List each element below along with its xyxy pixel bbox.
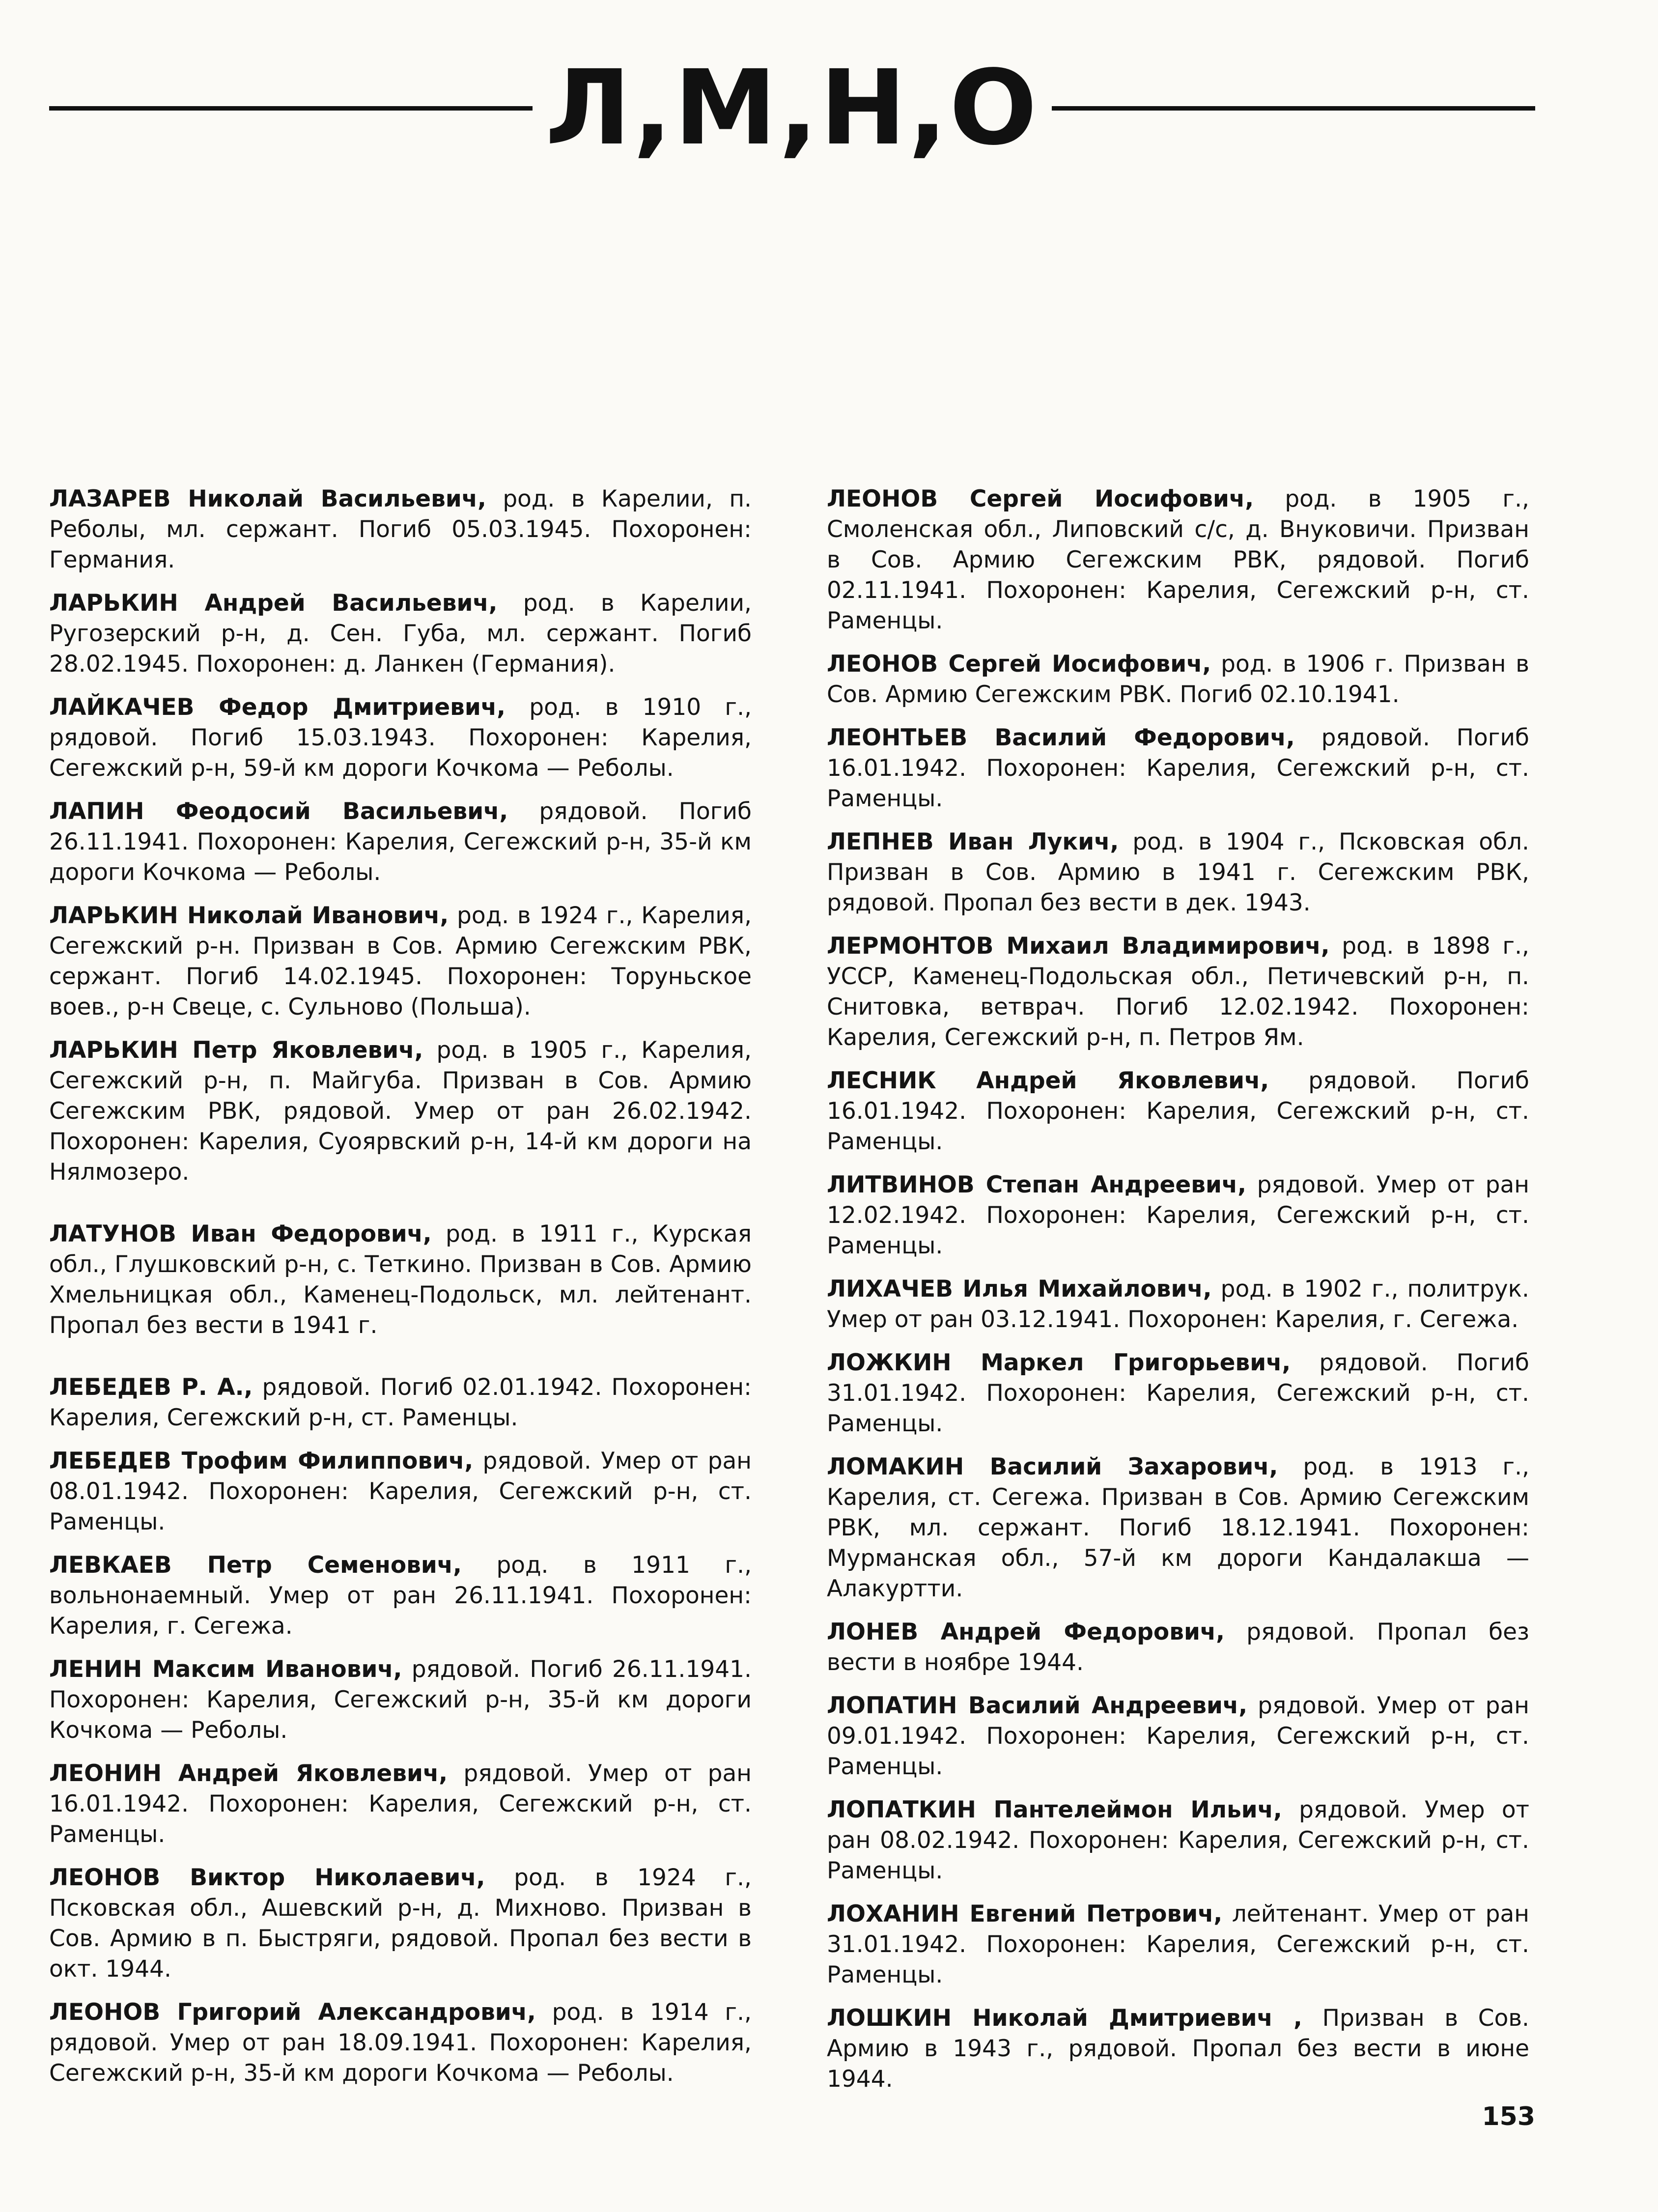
entry-name: ЛОХАНИН Евгений Петрович,	[827, 1900, 1223, 1928]
entry-name: ЛЕОНИН Андрей Яковлевич,	[49, 1760, 448, 1787]
entry-text: рядовой. Умер от ран 08.01.1942. Похоронен: Карелия, Сегежский р-н, ст. Раменцы.	[49, 1447, 752, 1535]
entry	[827, 1066, 1529, 1157]
entry-text: рядовой. Погиб 26.11.1941. Похоронен: Карелия, Сегежский р-н, 35-й км дороги Кочкома — Реболы.	[49, 798, 752, 886]
entry-text: рядовой. Умер от ран 08.02.1942. Похоронен: Карелия, Сегежский р-н, ст. Раменцы.	[827, 1796, 1529, 1884]
entry	[827, 1691, 1529, 1782]
entry-name: ЛЕОНТЬЕВ Василий Федорович,	[827, 724, 1295, 751]
entry-text: рядовой. Погиб 16.01.1942. Похоронен: Карелия, Сегежский р-н, ст. Раменцы.	[827, 1067, 1529, 1155]
entry	[827, 1274, 1529, 1335]
entry-text: род. в 1910 г., рядовой. Погиб 15.03.1943. Похоронен: Карелия, Сегежский р-н, 59-й км дороги Кочкома — Реболы.	[49, 694, 752, 782]
entry	[49, 1654, 752, 1746]
entry-text: род. в 1914 г., рядовой. Умер от ран 18.09.1941. Похоронен: Карелия, Сегежский р-н, 35-й км дороги Кочкома — Реболы.	[49, 1999, 752, 2087]
entry-name: ЛЕБЕДЕВ Р. А.,	[49, 1374, 253, 1401]
entry-text: род. в 1898 г., УССР, Каменец-Подольская обл., Петичевский р-н, п. Снитовка, ветврач. Погиб 12.02.1942. Похоронен: Карелия, Сегежский р-н, п. Петров Ям.	[827, 933, 1529, 1051]
entry-name: ЛЕНИН Максим Иванович,	[49, 1656, 402, 1683]
entry	[827, 1348, 1529, 1439]
entry-name: ЛАЗАРЕВ Николай Васильевич,	[49, 485, 486, 512]
entry	[49, 1997, 752, 2089]
entry-name: ЛАРЬКИН Андрей Васильевич,	[49, 590, 498, 617]
entry	[827, 1795, 1529, 1886]
entry-name: ЛИТВИНОВ Степан Андреевич,	[827, 1171, 1246, 1198]
entry	[49, 1758, 752, 1850]
entry-name: ЛАПИН Феодосий Васильевич,	[49, 798, 508, 825]
entry	[827, 649, 1529, 710]
entry-text: род. в 1905 г., Смоленская обл., Липовский с/с, д. Внуковичи. Призван в Сов. Армию Сегежским РВК, рядовой. Погиб 02.11.1941. Похоронен: Карелия, Сегежский р-н, ст. Раменцы.	[827, 485, 1529, 634]
entry	[49, 1550, 752, 1642]
section-header	[49, 48, 1535, 168]
entry-name: ЛОПАТИН Василий Андреевич,	[827, 1692, 1248, 1719]
header-rule-left	[49, 106, 533, 111]
entry-name: ЛОМАКИН Василий Захарович,	[827, 1453, 1278, 1480]
entry-text: рядовой. Умер от ран 12.02.1942. Похоронен: Карелия, Сегежский р-н, ст. Раменцы.	[827, 1171, 1529, 1259]
entry-name: ЛЕВКАЕВ Петр Семенович,	[49, 1552, 462, 1579]
entry-name: ЛЕПНЕВ Иван Лукич,	[827, 828, 1119, 855]
entry	[49, 1035, 752, 1188]
entry	[49, 1219, 752, 1341]
entry-name: ЛИХАЧЕВ Илья Михайлович,	[827, 1276, 1212, 1303]
entry-text: род. в 1924 г., Карелия, Сегежский р-н. Призван в Сов. Армию Сегежским РВК, сержант. Погиб 14.02.1945. Похоронен: Торуньское воев., р-н Свеце, с. Сульново (Польша).	[49, 902, 752, 1021]
entry-text: рядовой. Погиб 31.01.1942. Похоронен: Карелия, Сегежский р-н, ст. Раменцы.	[827, 1349, 1530, 1437]
entry-text: род. в 1913 г., Карелия, ст. Сегежа. Призван в Сов. Армию Сегежским РВК, мл. сержант. Погиб 18.12.1941. Похоронен: Мурманская обл., 57-й км дороги Кандалакша — Алакуртти.	[827, 1453, 1530, 1602]
entry	[827, 1170, 1529, 1261]
right-column	[827, 484, 1529, 2107]
entry	[49, 796, 752, 888]
entry-name: ЛОНЕВ Андрей Федорович,	[827, 1618, 1225, 1645]
entry	[827, 1452, 1529, 1604]
entry	[49, 1863, 752, 1985]
entry-text: Призван в Сов. Армию в 1943 г., рядовой. Пропал без вести в июне 1944.	[827, 2005, 1529, 2093]
entry	[827, 484, 1529, 636]
entry-text: род. в 1904 г., Псковская обл. Призван в Сов. Армию в 1941 г. Сегежским РВК, рядовой. Пропал без вести в дек. 1943.	[827, 828, 1529, 916]
entry	[49, 484, 752, 575]
left-column	[49, 484, 752, 2101]
entry	[827, 931, 1529, 1053]
entry-text: лейтенант. Умер от ран 31.01.1942. Похоронен: Карелия, Сегежский р-н, ст. Раменцы.	[827, 1900, 1529, 1988]
entry	[827, 827, 1529, 918]
entry	[827, 2003, 1529, 2095]
entry-text: рядовой. Умер от ран 16.01.1942. Похоронен: Карелия, Сегежский р-н, ст. Раменцы.	[49, 1760, 752, 1848]
entry-name: ЛЕБЕДЕВ Трофим Филиппович,	[49, 1447, 474, 1475]
entry	[49, 1372, 752, 1433]
entry-name: ЛОЖКИН Маркел Григорьевич,	[827, 1349, 1291, 1376]
entry	[49, 588, 752, 680]
entry-text: рядовой. Погиб 02.01.1942. Похоронен: Карелия, Сегежский р-н, ст. Раменцы.	[49, 1374, 752, 1431]
entry-name: ЛАРЬКИН Петр Яковлевич,	[49, 1037, 423, 1064]
entry	[49, 901, 752, 1022]
entry-text: рядовой. Пропал без вести в ноябре 1944.	[827, 1618, 1529, 1676]
entry-text: рядовой. Умер от ран 09.01.1942. Похоронен: Карелия, Сегежский р-н, ст. Раменцы.	[827, 1692, 1529, 1780]
header-rule-right	[1052, 106, 1535, 111]
entry-text: род. в 1906 г. Призван в Сов. Армию Сегежским РВК. Погиб 02.10.1941.	[827, 651, 1529, 708]
entry-name: ЛАТУНОВ Иван Федорович,	[49, 1220, 432, 1248]
entry	[49, 1446, 752, 1537]
entry-name: ЛЕОНОВ Сергей Иосифович,	[827, 651, 1211, 678]
entry-name: ЛОШКИН Николай Дмитриевич ,	[827, 2005, 1302, 2032]
entry-text: рядовой. Погиб 26.11.1941. Похоронен: Карелия, Сегежский р-н, 35-й км дороги Кочкома — Реболы.	[49, 1656, 752, 1744]
entry-name: ЛЕОНОВ Сергей Иосифович,	[827, 485, 1254, 512]
entry-text: род. в 1902 г., политрук. Умер от ран 03.12.1941. Похоронен: Карелия, г. Сегежа.	[827, 1276, 1529, 1333]
entry-name: ЛЕРМОНТОВ Михаил Владимирович,	[827, 933, 1330, 960]
entry-name: ЛЕОНОВ Виктор Николаевич,	[49, 1864, 485, 1891]
section-letters: Л,М,Н,О	[545, 48, 1039, 168]
entry-name: ЛЕОНОВ Григорий Александрович,	[49, 1999, 536, 2026]
entry-name: ЛАРЬКИН Николай Иванович,	[49, 902, 449, 929]
entry-text: род. в 1905 г., Карелия, Сегежский р-н, п. Майгуба. Призван в Сов. Армию Сегежским РВК, рядовой. Умер от ран 26.02.1942. Похоронен: Карелия, Суоярвский р-н, 14-й км дороги на Нялмозеро.	[49, 1037, 752, 1186]
entry-text: рядовой. Погиб 16.01.1942. Похоронен: Карелия, Сегежский р-н, ст. Раменцы.	[827, 724, 1529, 812]
entry	[827, 723, 1529, 814]
entry-text: род. в 1924 г., Псковская обл., Ашевский р-н, д. Михново. Призван в Сов. Армию в п. Быстряги, рядовой. Пропал без вести в окт. 1944.	[49, 1864, 752, 1983]
entry-text: род. в Карелии, Ругозерский р-н, д. Сен. Губа, мл. сержант. Погиб 28.02.1945. Похоронен: д. Ланкен (Германия).	[49, 590, 752, 678]
entry-text: род. в Карелии, п. Реболы, мл. сержант. Погиб 05.03.1945. Похоронен: Германия.	[49, 485, 752, 573]
entry-text: род. в 1911 г., вольнонаемный. Умер от ран 26.11.1941. Похоронен: Карелия, г. Сегежа.	[49, 1552, 752, 1640]
page-number: 153	[1482, 2102, 1535, 2131]
entry-name: ЛАЙКАЧЕВ Федор Дмитриевич,	[49, 694, 506, 721]
entry-name: ЛЕСНИК Андрей Яковлевич,	[827, 1067, 1269, 1094]
entry	[827, 1617, 1529, 1678]
entry-name: ЛОПАТКИН Пантелеймон Ильич,	[827, 1796, 1282, 1823]
entry	[827, 1899, 1529, 1990]
entry-text: род. в 1911 г., Курская обл., Глушковский р-н, с. Теткино. Призван в Сов. Армию Хмельницкая обл., Каменец-Подольск, мл. лейтенант. Пропал без вести в 1941 г.	[49, 1220, 752, 1339]
entry	[49, 692, 752, 784]
